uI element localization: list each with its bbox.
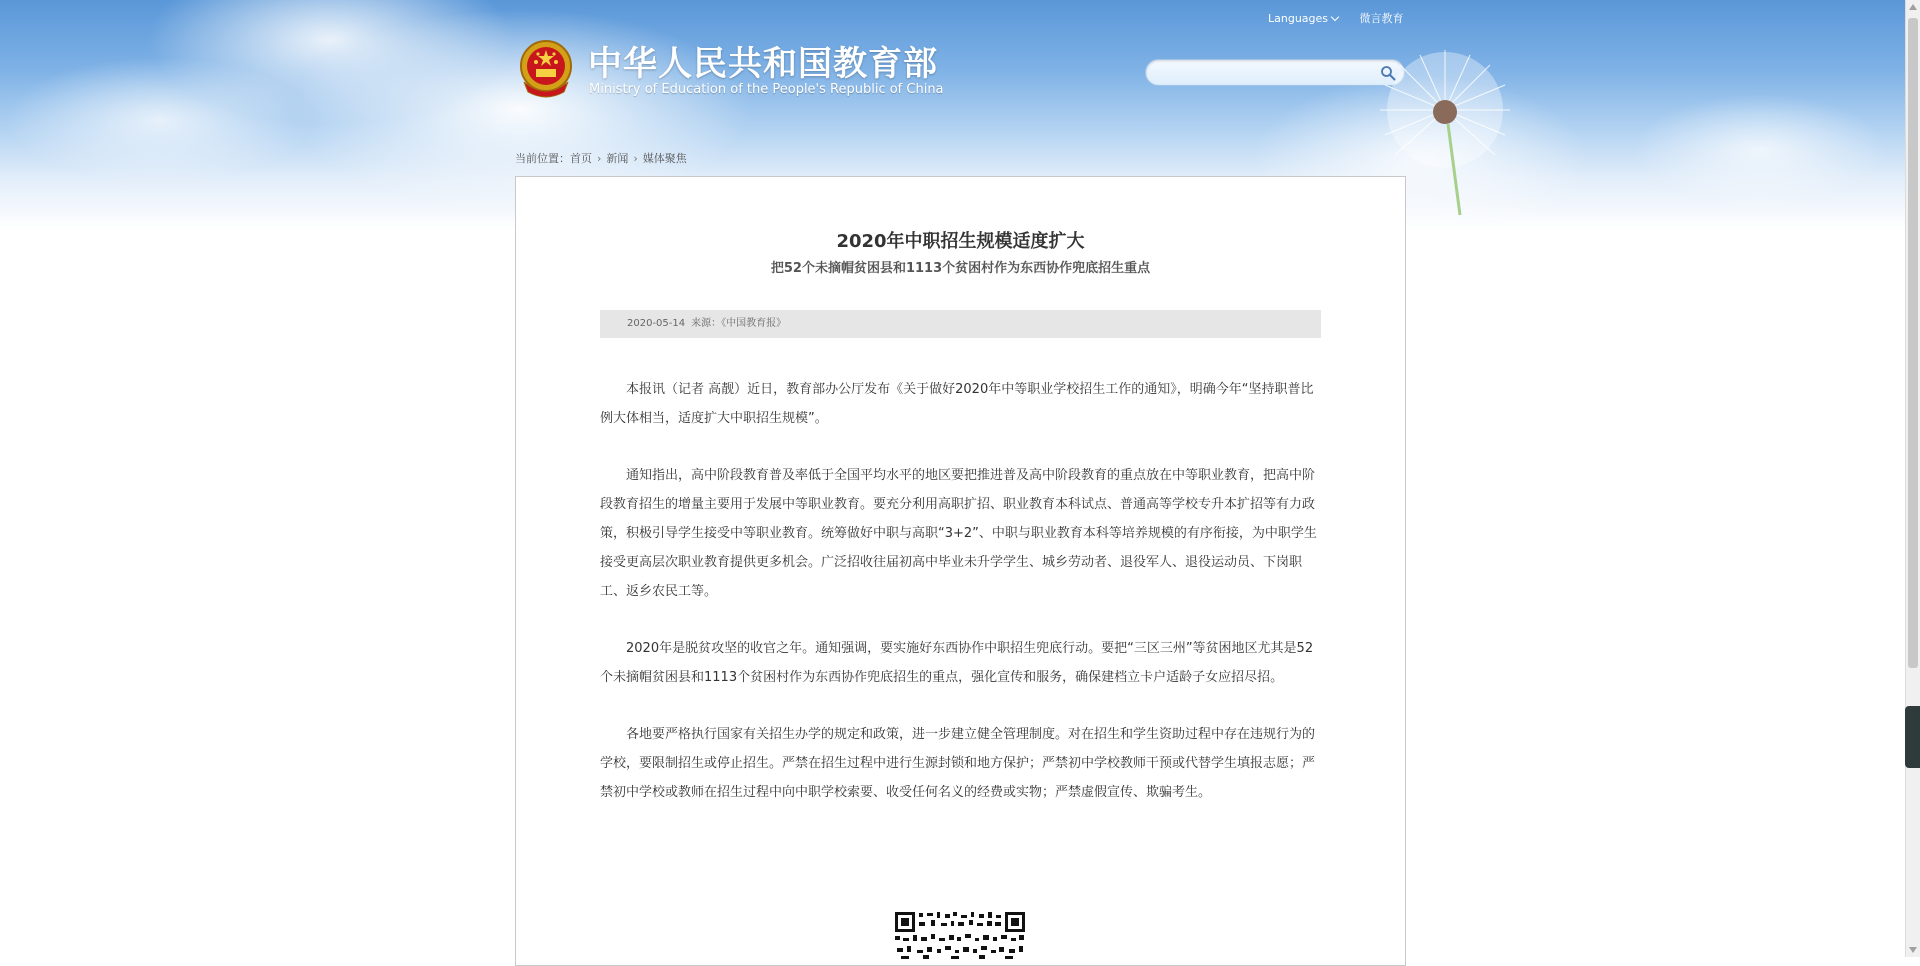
page-scrollbar[interactable]: [1905, 0, 1920, 957]
scroll-up-arrow-icon[interactable]: [1909, 4, 1917, 10]
scrollbar-thumb[interactable]: [1908, 18, 1918, 668]
chevron-down-icon: [1331, 13, 1339, 21]
article-paragraph: 本报讯（记者 高靓）近日，教育部办公厅发布《关于做好2020年中等职业学校招生工作的通知》，明确今年“坚持职普比例大体相当，适度扩大中职招生规模”。: [600, 382, 1314, 426]
article-body: [600, 375, 1321, 835]
article-paragraph: 2020年是脱贫攻坚的收官之年。通知强调，要实施好东西协作中职招生兜底行动。要把“三区三州”等贫困地区尤其是52个未摘帽贫困县和1113个贫困村作为东西协作兜底招生的重点，强化宣传和服务，确保建档立卡户适龄子女应招尽招。: [600, 641, 1314, 685]
breadcrumb-item-media[interactable]: 媒体聚焦: [642, 152, 687, 165]
article-meta-bar: [600, 310, 1321, 338]
site-title-en[interactable]: Ministry of Education of the People's Republic of China: [589, 82, 944, 97]
article-paragraph: 通知指出，高中阶段教育普及率低于全国平均水平的地区要把推进普及高中阶段教育的重点放在中等职业教育，把高中阶段教育招生的增量主要用于发展中等职业教育。要充分利用高职扩招、职业教育本科试点、普通高等学校专升本扩招等有力政策，积极引导学生接受中等职业教育。统筹做好中职与高职“3+2”、中职与职业教育本科等培养规模的有序衔接，为中职学生接受更高层次职业教育提供更多机会。广泛招收往届初高中毕业未升学学生、城乡劳动者、退役军人、退役运动员、下岗职工、返乡农民工等。: [600, 468, 1317, 599]
top-links: [1268, 10, 1404, 26]
article-container: [515, 176, 1406, 966]
qr-code-image: [893, 910, 1027, 960]
languages-label: Languages: [1268, 12, 1329, 25]
breadcrumb-item-home[interactable]: 首页: [570, 152, 592, 165]
article-paragraph: 各地要严格执行国家有关招生办学的规定和政策，进一步建立健全管理制度。对在招生和学生资助过程中存在违规行为的学校，要限制招生或停止招生。严禁在招生过程中进行生源封锁和地方保护；严禁初中学校教师干预或代替学生填报志愿；严禁初中学校或教师在招生过程中向中职学校索要、收受任何名义的经费或实物；严禁虚假宣传、欺骗考生。: [600, 727, 1316, 800]
breadcrumb-separator-icon: ›: [633, 152, 638, 165]
site-title-cn[interactable]: 中华人民共和国教育部: [588, 44, 938, 84]
breadcrumb-prefix: 当前位置：: [515, 152, 570, 165]
national-emblem-icon[interactable]: [518, 38, 574, 98]
weixin-link[interactable]: 微言教育: [1359, 12, 1404, 25]
floating-side-widget[interactable]: [1905, 706, 1920, 768]
breadcrumb-separator-icon: ›: [597, 152, 602, 165]
article-subtitle: 把52个未摘帽贫困县和1113个贫困村作为东西协作兜底招生重点: [770, 261, 1151, 276]
article-source: 来源：《中国教育报》: [691, 318, 787, 329]
article-title: 2020年中职招生规模适度扩大: [836, 231, 1085, 252]
breadcrumb: [515, 150, 687, 166]
search-input[interactable]: [1158, 63, 1368, 83]
languages-link[interactable]: [1268, 12, 1338, 25]
scroll-down-arrow-icon[interactable]: [1909, 947, 1917, 953]
article-date: 2020-05-14: [627, 318, 686, 329]
breadcrumb-item-news[interactable]: 新闻: [606, 152, 629, 165]
